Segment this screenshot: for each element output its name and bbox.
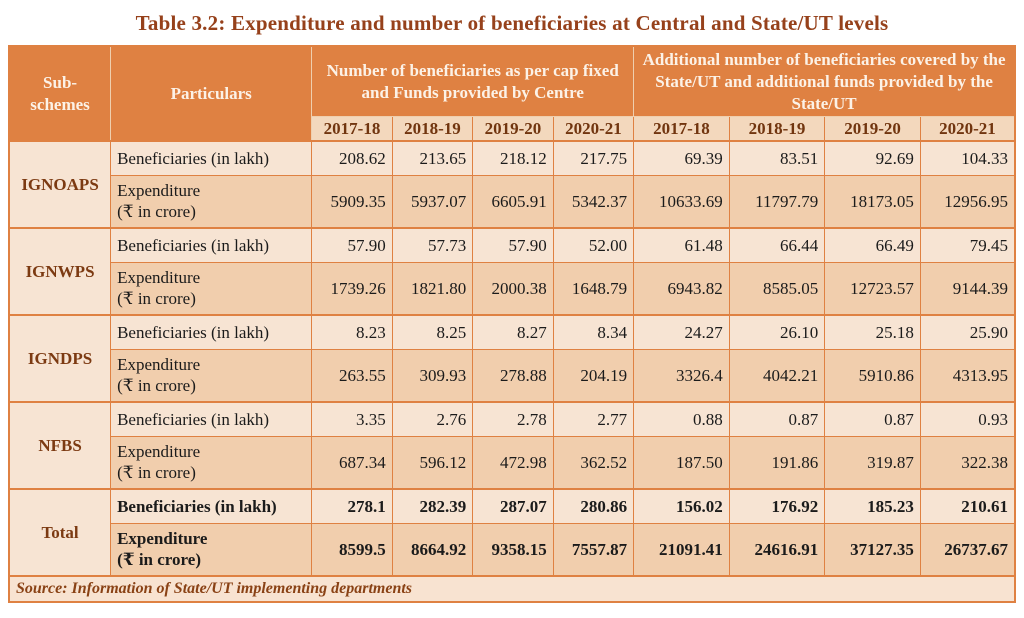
value-cell: 204.19 <box>553 350 633 403</box>
value-cell: 472.98 <box>473 437 553 490</box>
scheme-cell: IGNWPS <box>9 228 111 315</box>
value-cell: 8599.5 <box>312 524 392 577</box>
year-header: 2020-21 <box>553 117 633 142</box>
table-row-total <box>9 524 1015 577</box>
value-cell: 208.62 <box>312 141 392 176</box>
value-cell: 5342.37 <box>553 176 633 229</box>
table-title: Table 3.2: Expenditure and number of beneficiaries at Central and State/UT levels <box>135 11 889 35</box>
value-cell: 176.92 <box>729 489 825 524</box>
header-sub-schemes-line1: Sub- <box>43 72 78 92</box>
value-cell: 21091.41 <box>634 524 730 577</box>
scheme-cell: IGNOAPS <box>9 141 111 228</box>
year-header: 2020-21 <box>920 117 1015 142</box>
value-cell: 5909.35 <box>312 176 392 229</box>
value-cell: 0.93 <box>920 402 1015 437</box>
row-label: Beneficiaries (in lakh) <box>111 489 312 524</box>
value-cell: 26737.67 <box>920 524 1015 577</box>
value-cell: 1821.80 <box>392 263 472 316</box>
value-cell: 278.88 <box>473 350 553 403</box>
table-row <box>9 228 1015 263</box>
header-particulars: Particulars <box>111 46 312 141</box>
value-cell: 83.51 <box>729 141 825 176</box>
value-cell: 213.65 <box>392 141 472 176</box>
value-cell: 24.27 <box>634 315 730 350</box>
table-row <box>9 437 1015 490</box>
row-label-line2: (₹ in crore) <box>117 462 196 482</box>
row-label: Beneficiaries (in lakh) <box>111 228 312 263</box>
value-cell: 12956.95 <box>920 176 1015 229</box>
value-cell: 278.1 <box>312 489 392 524</box>
table-row <box>9 263 1015 316</box>
row-label <box>111 524 312 577</box>
table-source-row <box>9 576 1015 602</box>
value-cell: 4042.21 <box>729 350 825 403</box>
value-cell: 263.55 <box>312 350 392 403</box>
value-cell: 37127.35 <box>825 524 921 577</box>
header-sub-schemes <box>9 46 111 141</box>
header-centre-group: Number of beneficiaries as per cap fixed and Funds provided by Centre <box>312 46 634 117</box>
value-cell: 6605.91 <box>473 176 553 229</box>
value-cell: 185.23 <box>825 489 921 524</box>
value-cell: 218.12 <box>473 141 553 176</box>
year-header: 2017-18 <box>634 117 730 142</box>
row-label <box>111 176 312 229</box>
row-label-line1: Expenditure <box>117 181 201 201</box>
row-label-line1: Expenditure <box>117 442 201 462</box>
value-cell: 8664.92 <box>392 524 472 577</box>
table-row <box>9 141 1015 176</box>
value-cell: 9358.15 <box>473 524 553 577</box>
value-cell: 2.78 <box>473 402 553 437</box>
value-cell: 1648.79 <box>553 263 633 316</box>
value-cell: 156.02 <box>634 489 730 524</box>
value-cell: 596.12 <box>392 437 472 490</box>
value-cell: 57.90 <box>312 228 392 263</box>
value-cell: 8.34 <box>553 315 633 350</box>
row-label <box>111 350 312 403</box>
header-sub-schemes-line2: schemes <box>30 94 90 114</box>
row-label <box>111 263 312 316</box>
value-cell: 57.90 <box>473 228 553 263</box>
year-header: 2018-19 <box>729 117 825 142</box>
value-cell: 66.44 <box>729 228 825 263</box>
value-cell: 3.35 <box>312 402 392 437</box>
value-cell: 92.69 <box>825 141 921 176</box>
value-cell: 18173.05 <box>825 176 921 229</box>
value-cell: 0.88 <box>634 402 730 437</box>
value-cell: 26.10 <box>729 315 825 350</box>
year-header: 2018-19 <box>392 117 472 142</box>
value-cell: 8.23 <box>312 315 392 350</box>
value-cell: 7557.87 <box>553 524 633 577</box>
scheme-cell: NFBS <box>9 402 111 489</box>
value-cell: 282.39 <box>392 489 472 524</box>
row-label-line2: (₹ in crore) <box>117 288 196 308</box>
value-cell: 6943.82 <box>634 263 730 316</box>
value-cell: 4313.95 <box>920 350 1015 403</box>
row-label-line1: Expenditure <box>117 268 201 288</box>
value-cell: 10633.69 <box>634 176 730 229</box>
row-label: Beneficiaries (in lakh) <box>111 402 312 437</box>
value-cell: 57.73 <box>392 228 472 263</box>
value-cell: 61.48 <box>634 228 730 263</box>
header-state-group: Additional number of beneficiaries covered by the State/UT and additional funds provided by the State/UT <box>634 46 1015 117</box>
value-cell: 2.76 <box>392 402 472 437</box>
expenditure-beneficiaries-table <box>8 45 1016 603</box>
value-cell: 287.07 <box>473 489 553 524</box>
row-label-line2: (₹ in crore) <box>117 201 196 221</box>
table-row <box>9 176 1015 229</box>
value-cell: 25.90 <box>920 315 1015 350</box>
value-cell: 687.34 <box>312 437 392 490</box>
value-cell: 191.86 <box>729 437 825 490</box>
value-cell: 24616.91 <box>729 524 825 577</box>
row-label-line1: Expenditure <box>117 355 201 375</box>
header-group-row <box>9 46 1015 117</box>
row-label: Beneficiaries (in lakh) <box>111 315 312 350</box>
row-label-line1: Expenditure <box>117 529 208 549</box>
value-cell: 362.52 <box>553 437 633 490</box>
table-row <box>9 402 1015 437</box>
value-cell: 9144.39 <box>920 263 1015 316</box>
year-header: 2019-20 <box>473 117 553 142</box>
row-label-line2: (₹ in crore) <box>117 549 201 569</box>
table-row-total <box>9 489 1015 524</box>
value-cell: 79.45 <box>920 228 1015 263</box>
value-cell: 69.39 <box>634 141 730 176</box>
value-cell: 309.93 <box>392 350 472 403</box>
year-header: 2019-20 <box>825 117 921 142</box>
year-header: 2017-18 <box>312 117 392 142</box>
value-cell: 52.00 <box>553 228 633 263</box>
value-cell: 8585.05 <box>729 263 825 316</box>
value-cell: 3326.4 <box>634 350 730 403</box>
value-cell: 0.87 <box>729 402 825 437</box>
value-cell: 12723.57 <box>825 263 921 316</box>
scheme-cell: Total <box>9 489 111 576</box>
value-cell: 8.25 <box>392 315 472 350</box>
table-row <box>9 315 1015 350</box>
value-cell: 5937.07 <box>392 176 472 229</box>
value-cell: 1739.26 <box>312 263 392 316</box>
scheme-cell: IGNDPS <box>9 315 111 402</box>
value-cell: 5910.86 <box>825 350 921 403</box>
row-label-line2: (₹ in crore) <box>117 375 196 395</box>
row-label <box>111 437 312 490</box>
value-cell: 217.75 <box>553 141 633 176</box>
value-cell: 319.87 <box>825 437 921 490</box>
value-cell: 210.61 <box>920 489 1015 524</box>
value-cell: 2000.38 <box>473 263 553 316</box>
value-cell: 322.38 <box>920 437 1015 490</box>
row-label: Beneficiaries (in lakh) <box>111 141 312 176</box>
value-cell: 0.87 <box>825 402 921 437</box>
value-cell: 187.50 <box>634 437 730 490</box>
table-row <box>9 350 1015 403</box>
value-cell: 25.18 <box>825 315 921 350</box>
value-cell: 280.86 <box>553 489 633 524</box>
source-note: Source: Information of State/UT implementing departments <box>9 576 1015 602</box>
value-cell: 8.27 <box>473 315 553 350</box>
value-cell: 66.49 <box>825 228 921 263</box>
value-cell: 11797.79 <box>729 176 825 229</box>
value-cell: 2.77 <box>553 402 633 437</box>
value-cell: 104.33 <box>920 141 1015 176</box>
